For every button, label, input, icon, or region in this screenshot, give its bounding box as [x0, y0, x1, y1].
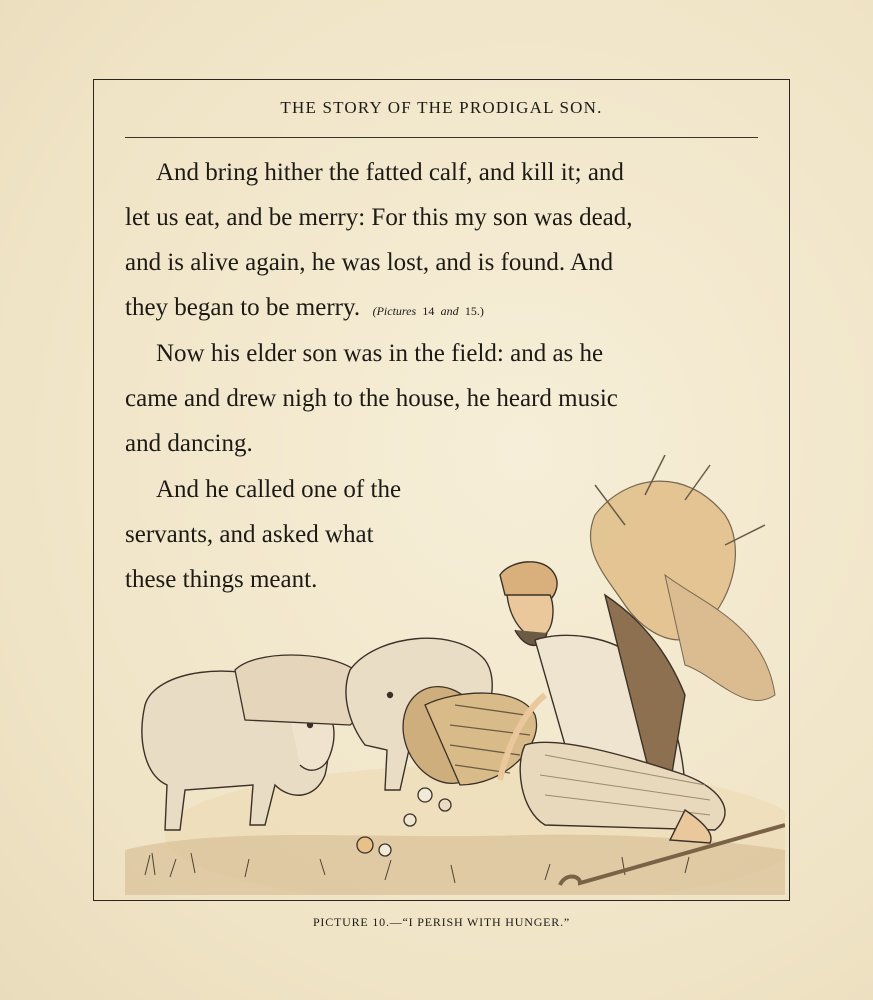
picture-reference-number: 14	[422, 304, 435, 318]
paragraph-1	[125, 150, 758, 334]
text-line: let us eat, and be merry: For this my son was dead,	[125, 204, 633, 231]
ground	[125, 835, 785, 895]
text-line: these things meant.	[125, 566, 318, 593]
paragraph-2	[125, 331, 758, 466]
picture-reference-and: and	[440, 304, 459, 318]
running-head: THE STORY OF THE PRODIGAL SON.	[280, 98, 603, 117]
head-rule	[125, 137, 758, 138]
text-line: and dancing.	[125, 430, 253, 457]
text-line: and is alive again, he was lost, and is found. And	[125, 249, 614, 276]
text-line: servants, and asked what	[125, 521, 374, 548]
text-line: And bring hither the fatted calf, and kill it; and	[156, 159, 624, 186]
text-line: And he called one of the	[156, 476, 402, 503]
picture-caption: PICTURE 10.—“I PERISH WITH HUNGER.”	[312, 915, 571, 929]
picture-reference-end: 15.)	[464, 304, 484, 318]
text-line: Now his elder son was in the field: and as he	[156, 340, 604, 367]
picture-reference: (Pictures	[372, 304, 417, 318]
text-line-with-reference	[125, 285, 758, 334]
text-line: they began to be merry.	[125, 294, 361, 321]
illustration-prodigal-son-with-swine	[125, 455, 785, 895]
swine-middle	[235, 655, 364, 725]
text-line: came and drew nigh to the house, he heard music	[125, 385, 618, 412]
